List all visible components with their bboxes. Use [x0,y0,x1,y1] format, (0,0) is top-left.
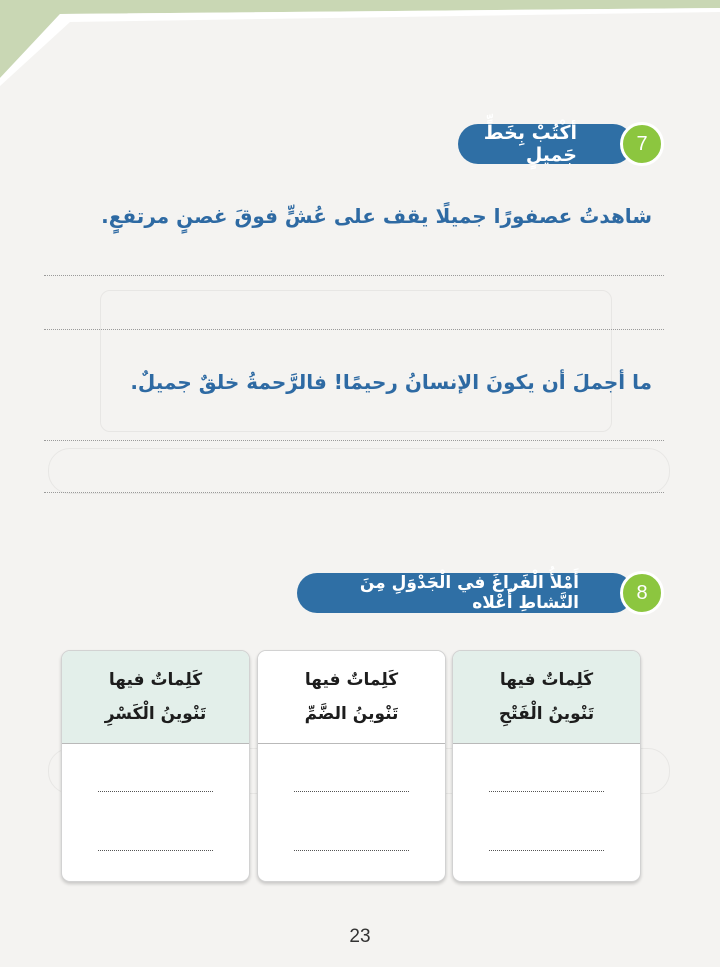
table-column-fath [452,650,641,882]
writing-line-1[interactable] [44,275,664,276]
bleed-through-box [100,290,612,432]
answer-line[interactable] [98,791,213,792]
exercise-8-number: 8 [636,581,648,604]
corner-decoration [0,0,720,110]
writing-line-4[interactable] [44,492,664,493]
column-header-line2: تَنْوينُ الْكَسْرِ [104,704,207,724]
column-header-line2: تَنْوينُ الْفَتْحِ [498,704,595,724]
table-column-kasr [61,650,250,882]
table-column-damm [257,650,446,882]
sentence-1: شاهدتُ عصفورًا جميلًا يقف على عُشٍّ فوقَ غصنٍ مرتفعٍ. [101,204,652,228]
column-header-kasr [62,651,249,744]
exercise-8-title: أَمْلأُ الْفَراغَ في الْجَدْوَلِ مِنَ النَّشاطِ أَعْلاه [359,573,579,613]
column-header-damm [258,651,445,744]
exercise-7-number: 7 [636,132,648,155]
answer-line[interactable] [489,791,604,792]
exercise-8-title-pill [297,573,633,613]
writing-line-3[interactable] [44,440,664,441]
column-header-fath [453,651,640,744]
column-header-line1: كَلِماتٌ فيها [108,670,203,690]
answer-line[interactable] [489,850,604,851]
exercise-7-title: أكْتُبْ بِخَطٍّ جَميلٍ [483,122,577,166]
sentence-2: ما أجملَ أن يكونَ الإنسانُ رحيمًا! فالرَّحمةُ خلقٌ جميلٌ. [130,370,652,394]
exercise-8-number-badge [620,571,664,615]
bleed-through-bar [48,448,670,494]
answer-line[interactable] [294,791,409,792]
answer-line[interactable] [294,850,409,851]
column-header-line1: كَلِماتٌ فيها [499,670,594,690]
writing-line-2[interactable] [44,329,664,330]
exercise-7-number-badge [620,122,664,166]
exercise-7-title-pill [458,124,633,164]
column-header-line1: كَلِماتٌ فيها [304,670,399,690]
column-header-line2: تَنْوينُ الضَّمِّ [304,704,399,724]
page-number: 23 [349,926,371,947]
answer-line[interactable] [98,850,213,851]
